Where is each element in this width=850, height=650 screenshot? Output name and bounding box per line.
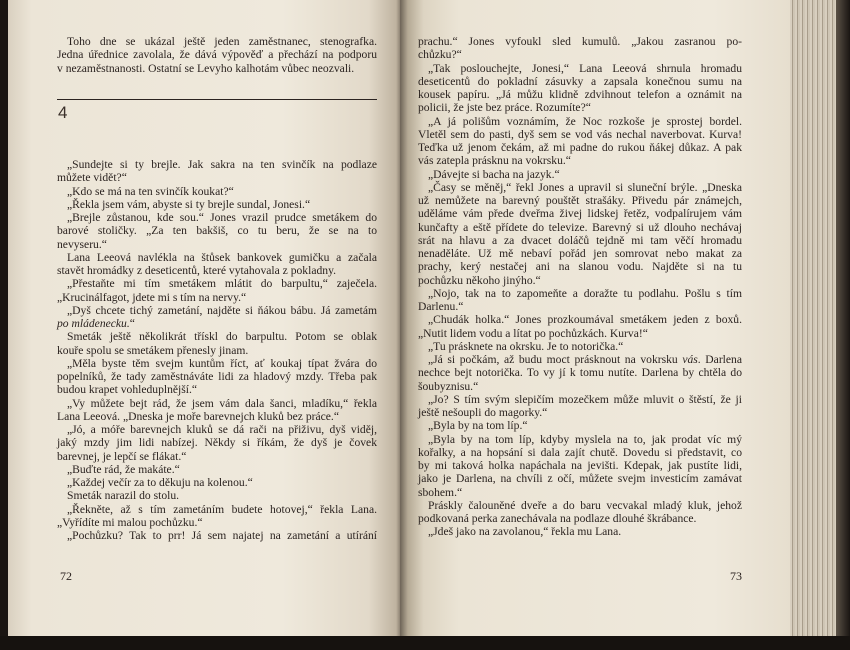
intro-text — [57, 35, 377, 75]
text-line: „Kdo se má na ten svinčík koukat?“ — [67, 184, 234, 198]
text-line: „Nojo, tak na to zapomeňte a doražte tu podlahu. Pošlu s tím — [428, 286, 742, 300]
text-line: jaký mzdy jim lidi nabízej. Někdy si říkám, že dyš je čovek — [57, 436, 377, 450]
text-line: „Tak poslouchejte, Jonesi,“ Lana Leeová shrnula hromadu — [428, 61, 742, 75]
text-line: podkovaná perka zanechávala na podlaze dlouhé škrábance. — [418, 512, 697, 525]
text-line: „Dávejte si bacha na jazyk.“ — [428, 167, 560, 181]
text-line: „Každej večír za to děkuju na kolenou.“ — [67, 476, 253, 489]
text-line: „Vy můžete bejt rád, že jsem vám dala šanci, mladíku,“ řekla — [67, 396, 377, 410]
left-page — [8, 0, 400, 636]
text-line: Toho dne se ukázal ještě jeden zaměstnanec, stenografka. — [67, 35, 377, 48]
text-line: „Řekněte, až s tím zametáním budete hotovej,“ řekla Lana. — [67, 502, 377, 516]
italic-text: vás — [682, 353, 698, 366]
text-line: srát na hlavu a za dvacet doláčů tejdně mi tam věčí hromadu — [418, 233, 742, 247]
text-line: „Nutit lidem vodu a lítat po pochůzkách. Kurva!“ — [418, 326, 648, 340]
text-line: kouře spolu se smetákem přenesly jinam. — [57, 343, 249, 357]
text-line: vás zatepla prásknu na vokrsku.“ — [418, 154, 571, 168]
page-number-right: 73 — [730, 569, 742, 583]
text-line: „Sundejte si ty brejle. Jak sakra na ten svinčík na podlaze — [67, 158, 377, 171]
text-line: „Pochůzku? Tak to prr! Já sem najatej na zametání a utírání — [67, 529, 377, 542]
text-line: by mi taková holka napáchala na jevišti. Kdepak, jak pustíte lidi, — [418, 459, 742, 472]
text-line: „Krucinálfagot, jdete mi s tím na nervy.“ — [57, 290, 247, 304]
text-line: „Byla by na tom líp.“ — [428, 419, 528, 433]
text-line: kunčafty a eště přídete do televize. Barevný si už dlouho nechávaj — [418, 220, 742, 234]
text-line: barové stoličky. „Za ten bakšiš, co tu beru, že se na to — [57, 224, 377, 238]
text-line: šoubyznisu.“ — [418, 379, 479, 393]
text-line: Vletěl sem do pasti, dyš sem se vod vás nechal naverbovat. Kurva! — [418, 127, 742, 141]
text-line: „Měla byste těm svejm kuntům říct, ať koukaj típat žvára do — [67, 356, 377, 370]
page-edges — [790, 0, 850, 640]
text-line: barevnej, je lepčí se flákat.“ — [57, 449, 187, 463]
text-line — [418, 353, 742, 366]
text-line: „Brejle zůstanou, kde sou.“ Jones vrazil prudce smetákem do — [67, 211, 377, 224]
text-line: „Vyřídíte mi malou pochůzku.“ — [57, 515, 203, 529]
text-line: Darlenu.“ — [418, 300, 464, 313]
text-segment: “ — [129, 317, 135, 330]
text-line: stavět hromádky z deseticentů, které vytahovala z pokladny. — [57, 264, 337, 277]
text-line: už nemůžete na barevný pouštět strašáky. Přivedu pár známejch, — [418, 194, 742, 207]
text-line: prachy, kerý nestačej ani na slanou vodu. Najděte si na tu — [418, 260, 742, 274]
text-line: „Tu prásknete na okrsku. Je to notorička.“ — [428, 339, 624, 353]
background-edge — [0, 636, 850, 650]
text-segment: . Darlena — [697, 353, 742, 366]
text-line: chůzku?“ — [418, 48, 462, 62]
text-segment: „Já si počkám, až budu moct prásknout na vokrsku — [428, 353, 683, 366]
text-line: pochůzku někoho jinýho.“ — [418, 273, 541, 287]
text-line: „Jo? S tím svým slepičím mozečkem může mluvit o štěstí, že ji — [428, 392, 742, 406]
text-line: policii, že jste bez práce. Rozumíte?“ — [418, 101, 591, 115]
right-body-text — [418, 35, 742, 539]
text-line: popelníků, že tady zaměstnáváte lidi za hladový mzdy. Třeba pak — [57, 370, 377, 383]
text-line: „Buďte rád, že makáte.“ — [67, 462, 180, 476]
text-line: budou krapet vohleduplnější.“ — [57, 383, 198, 397]
text-line: „Jdeš jako na zavolanou,“ řekla mu Lana. — [428, 525, 622, 539]
text-line: kořalky, a na hopsání si dala zajít chutě. Dovedu si představit, co — [418, 445, 742, 459]
text-line: Lana Leeová. „Dneska je moře barevnejch kluků bez práce.“ — [57, 409, 339, 423]
chapter-divider — [57, 99, 377, 100]
text-line: „Jó, a móře barevnejch kluků se dá rači na přiživu, dyš viděj, — [67, 423, 377, 436]
text-line: uděláme vám přede dveřma živej lidskej řetěz, vodpalírujem vám — [418, 207, 742, 221]
text-line: nevyseru.“ — [57, 237, 107, 251]
text-line: jako je Darlena, na chvíli z očí, můžete svejm investicím zamávat — [418, 472, 742, 486]
text-line: deseticentů do pokladní zásuvky a zapsala konečnou sumu na — [418, 74, 742, 88]
text-line: kousek papíru. „Já můžu klidně zdvihnout telefon a oznámit na — [418, 88, 742, 101]
italic-text: po mládenecku. — [57, 317, 130, 330]
text-line: v nezaměstnanosti. Ostatní se Levyho kalhotám vůbec neozvali. — [57, 61, 355, 75]
right-page — [400, 0, 792, 636]
text-line — [57, 317, 377, 330]
text-line: můžete vidět?“ — [57, 171, 127, 185]
text-line: Jedna úřednice zavolala, že dává výpověď a přechází na podporu — [57, 48, 377, 62]
text-line: Práskly čalouněné dveře a do baru vecvakal mladý kluk, jehož — [428, 498, 742, 512]
text-line: „Byla by na tom líp, kdyby myslela na to, jak prodat víc mý — [428, 432, 742, 446]
text-line: „Časy se měněj,“ řekl Jones a upravil si sluneční brýle. „Dneska — [428, 180, 742, 194]
text-line: Smeták ještě několikrát třískl do barpultu. Potom se oblak — [67, 330, 377, 344]
text-line: sbohem.“ — [418, 485, 463, 499]
text-line: „Řekla jsem vám, abyste si ty brejle sundal, Jonesi.“ — [67, 197, 311, 211]
text-line: „Dyš chcete tichý zametání, najděte si ňákou bábu. Já zametám — [67, 303, 377, 317]
text-line: „Přestaňte mi tím smetákem mlátit do barpultu,“ zaječela. — [67, 277, 377, 291]
text-line: Smeták narazil do stolu. — [67, 489, 180, 503]
chapter-number: 4 — [58, 103, 68, 122]
left-body-text — [57, 158, 377, 542]
text-line: ještě nešoupli do magorky.“ — [418, 406, 548, 419]
text-line: prachu.“ Jones vyfoukl sled kumulů. „Jakou zasranou po- — [418, 35, 742, 48]
text-line: Lana Leeová navlékla na štůsek bankovek gumičku a začala — [67, 250, 377, 264]
page-number-left: 72 — [60, 569, 72, 583]
text-line: Teďka už jenom čekám, až mi padne do rukou ňákej důkaz. A pak — [418, 141, 742, 154]
text-line: nechce bejt notorička. To vy jí k tomu nutíte. Darlena by chtěla do — [418, 366, 742, 380]
text-line: nenaděláte. Už mě nebaví pořád jen somrovat nebo makat za — [418, 247, 742, 260]
text-line: „A já polišům voznámím, že Noc rozkoše je sprostej bordel. — [428, 114, 742, 128]
text-line: „Chudák holka.“ Jones prozkoumával smetákem jeden z boxů. — [428, 313, 742, 327]
